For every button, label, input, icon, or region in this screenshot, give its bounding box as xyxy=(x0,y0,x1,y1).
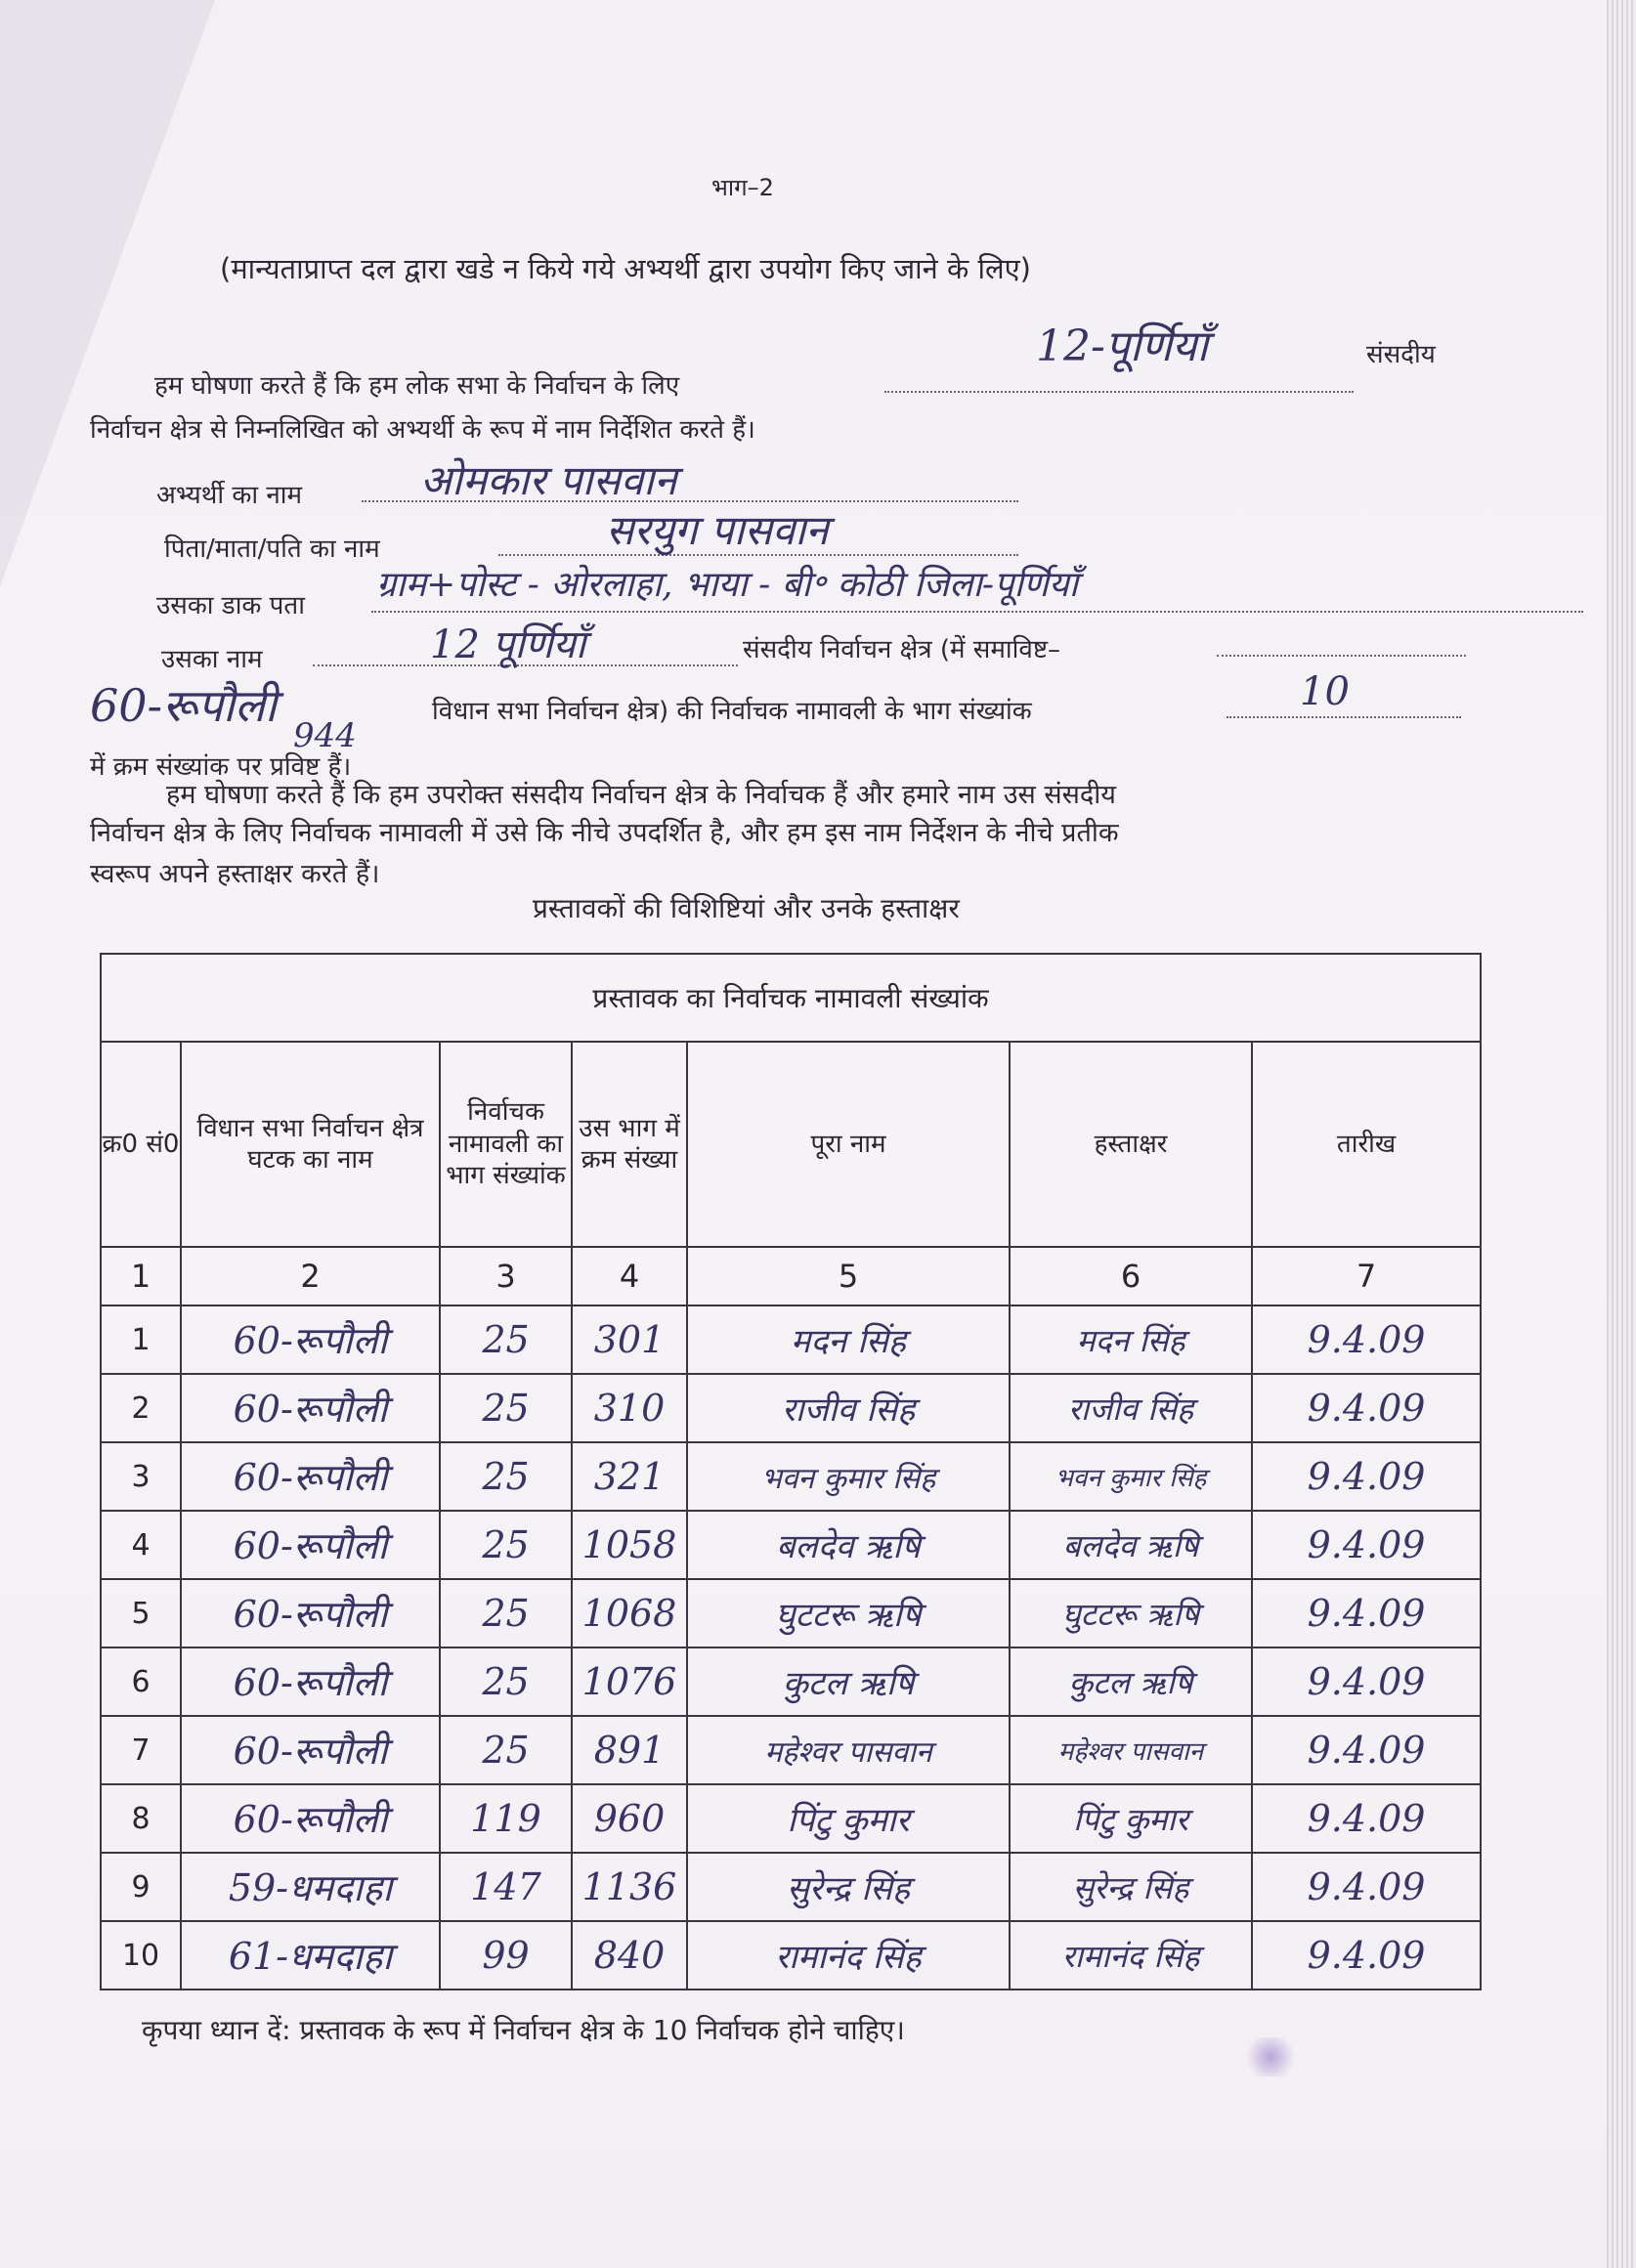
declaration-line2: निर्वाचन क्षेत्र से निम्नलिखित को अभ्यर्थी के रूप में नाम निर्देशित करते हैं। xyxy=(90,415,755,445)
table-row xyxy=(101,1784,1481,1853)
row-serial: 2 xyxy=(101,1374,181,1442)
table-row xyxy=(101,1648,1481,1716)
row-serial-in-part: 321 xyxy=(572,1442,687,1511)
dotted-line xyxy=(1227,716,1461,718)
row-assembly: 60-रूपौली xyxy=(181,1648,440,1716)
table-row xyxy=(101,1853,1481,1921)
row-part-number: 25 xyxy=(440,1374,572,1442)
row-part-number: 25 xyxy=(440,1442,572,1511)
row-date: 9.4.09 xyxy=(1252,1921,1481,1990)
serial-line: में क्रम संख्यांक पर प्रविष्ट हैं। xyxy=(90,752,352,782)
row-full-name: पिंटु कुमार xyxy=(687,1784,1010,1853)
table-title: प्रस्तावकों की विशिष्टियां और उनके हस्ताक्षर xyxy=(533,892,960,924)
row-serial-in-part: 1136 xyxy=(572,1853,687,1921)
ink-stain xyxy=(1241,2037,1300,2076)
candidate-name: ओमकार पासवान xyxy=(420,456,677,504)
table-row xyxy=(101,1374,1481,1442)
row-signature: रामानंद सिंह xyxy=(1010,1921,1252,1990)
row-serial: 7 xyxy=(101,1716,181,1784)
form-subtitle: (मान्यताप्राप्त दल द्वारा खडे न किये गये अभ्यर्थी द्वारा उपयोग किए जाने के लिए) xyxy=(220,252,1031,285)
declaration-paragraph-line2: निर्वाचन क्षेत्र के लिए निर्वाचक नामावली में उसे कि नीचे उपदर्शित है, और हम इस नाम निर्देशन के नीचे प्रतीक xyxy=(90,818,1119,848)
column-number: 5 xyxy=(687,1247,1010,1305)
column-header-date: तारीख xyxy=(1252,1042,1481,1247)
assembly-suffix: विधान सभा निर्वाचन क्षेत्र) की निर्वाचक नामावली के भाग संख्यांक xyxy=(432,697,1032,726)
electoral-roll-serial-number: 944 xyxy=(293,716,357,755)
column-header-full-name: पूरा नाम xyxy=(687,1042,1010,1247)
row-full-name: रामानंद सिंह xyxy=(687,1921,1010,1990)
row-signature: महेश्वर पासवान xyxy=(1010,1716,1252,1784)
row-full-name: घुटटरू ऋषि xyxy=(687,1579,1010,1648)
row-part-number: 147 xyxy=(440,1853,572,1921)
row-part-number: 119 xyxy=(440,1784,572,1853)
row-assembly: 60-रूपौली xyxy=(181,1374,440,1442)
row-assembly: 60-रूपौली xyxy=(181,1579,440,1648)
name-constituency: 12 पूर्णियाँ xyxy=(430,622,586,667)
row-signature: मदन सिंह xyxy=(1010,1305,1252,1374)
row-full-name: राजीव सिंह xyxy=(687,1374,1010,1442)
row-date: 9.4.09 xyxy=(1252,1442,1481,1511)
row-full-name: कुटल ऋषि xyxy=(687,1648,1010,1716)
column-header-serial: क्र0 सं0 xyxy=(101,1042,181,1247)
name-constituency-suffix: संसदीय निर्वाचन क्षेत्र (में समाविष्ट– xyxy=(743,635,1061,664)
father-name-label: पिता/माता/पति का नाम xyxy=(164,535,380,564)
row-part-number: 25 xyxy=(440,1716,572,1784)
declaration-paragraph-line1: हम घोषणा करते हैं कि हम उपरोक्त संसदीय निर्वाचन क्षेत्र के निर्वाचक हैं और हमारे नाम उस संसदीय xyxy=(166,780,1116,810)
row-serial: 6 xyxy=(101,1648,181,1716)
dotted-line xyxy=(884,391,1354,393)
row-full-name: मदन सिंह xyxy=(687,1305,1010,1374)
assembly-constituency: 60-रूपौली xyxy=(90,679,277,732)
row-part-number: 25 xyxy=(440,1648,572,1716)
row-full-name: सुरेन्द्र सिंह xyxy=(687,1853,1010,1921)
row-date: 9.4.09 xyxy=(1252,1579,1481,1648)
row-signature: बलदेव ऋषि xyxy=(1010,1511,1252,1579)
row-signature: घुटटरू ऋषि xyxy=(1010,1579,1252,1648)
row-date: 9.4.09 xyxy=(1252,1784,1481,1853)
table-row xyxy=(101,1305,1481,1374)
row-part-number: 25 xyxy=(440,1305,572,1374)
row-assembly: 60-रूपौली xyxy=(181,1784,440,1853)
table-row xyxy=(101,1442,1481,1511)
dotted-line xyxy=(371,611,1583,613)
row-serial-in-part: 960 xyxy=(572,1784,687,1853)
declaration-paragraph-line3: स्वरूप अपने हस्ताक्षर करते हैं। xyxy=(90,859,380,889)
row-part-number: 25 xyxy=(440,1579,572,1648)
table-row xyxy=(101,1579,1481,1648)
column-header-part-number: निर्वाचक नामावली का भाग संख्यांक xyxy=(440,1042,572,1247)
constituency-handwritten: 12-पूर्णियाँ xyxy=(1036,321,1208,371)
dotted-line xyxy=(1217,655,1466,657)
row-serial: 1 xyxy=(101,1305,181,1374)
row-date: 9.4.09 xyxy=(1252,1648,1481,1716)
table-row xyxy=(101,1716,1481,1784)
row-assembly: 60-रूपौली xyxy=(181,1511,440,1579)
row-assembly: 61-धमदाहा xyxy=(181,1921,440,1990)
row-signature: सुरेन्द्र सिंह xyxy=(1010,1853,1252,1921)
table-row xyxy=(101,1921,1481,1990)
candidate-name-label: अभ्यर्थी का नाम xyxy=(156,481,303,510)
row-signature: कुटल ऋषि xyxy=(1010,1648,1252,1716)
column-number: 6 xyxy=(1010,1247,1252,1305)
row-serial: 8 xyxy=(101,1784,181,1853)
row-serial-in-part: 1058 xyxy=(572,1511,687,1579)
row-date: 9.4.09 xyxy=(1252,1305,1481,1374)
column-number: 7 xyxy=(1252,1247,1481,1305)
row-signature: राजीव सिंह xyxy=(1010,1374,1252,1442)
row-serial: 10 xyxy=(101,1921,181,1990)
row-serial-in-part: 310 xyxy=(572,1374,687,1442)
row-serial: 4 xyxy=(101,1511,181,1579)
row-assembly: 60-रूपौली xyxy=(181,1305,440,1374)
row-assembly: 60-रूपौली xyxy=(181,1442,440,1511)
table-row xyxy=(101,1511,1481,1579)
column-header-assembly: विधान सभा निर्वाचन क्षेत्र घटक का नाम xyxy=(181,1042,440,1247)
row-date: 9.4.09 xyxy=(1252,1716,1481,1784)
row-part-number: 99 xyxy=(440,1921,572,1990)
row-part-number: 25 xyxy=(440,1511,572,1579)
column-number: 3 xyxy=(440,1247,572,1305)
electoral-roll-part-number: 10 xyxy=(1300,669,1350,714)
column-number: 4 xyxy=(572,1247,687,1305)
stacked-page-edges xyxy=(1607,0,1636,2268)
row-full-name: महेश्वर पासवान xyxy=(687,1716,1010,1784)
column-header-signature: हस्ताक्षर xyxy=(1010,1042,1252,1247)
column-number: 1 xyxy=(101,1247,181,1305)
row-serial-in-part: 891 xyxy=(572,1716,687,1784)
row-signature: पिंटु कुमार xyxy=(1010,1784,1252,1853)
row-serial: 5 xyxy=(101,1579,181,1648)
table-group-header: प्रस्तावक का निर्वाचक नामावली संख्यांक xyxy=(101,954,1481,1042)
name-label: उसका नाम xyxy=(161,645,263,674)
candidate-address: ग्राम+पोस्ट - ओरलाहा, भाया - बी॰ कोठी जिला-पूर्णियाँ xyxy=(376,565,1079,605)
row-serial-in-part: 840 xyxy=(572,1921,687,1990)
row-date: 9.4.09 xyxy=(1252,1374,1481,1442)
row-serial-in-part: 301 xyxy=(572,1305,687,1374)
row-assembly: 59-धमदाहा xyxy=(181,1853,440,1921)
row-serial-in-part: 1076 xyxy=(572,1648,687,1716)
row-full-name: बलदेव ऋषि xyxy=(687,1511,1010,1579)
declaration-line1-suffix: संसदीय xyxy=(1366,340,1436,369)
column-number: 2 xyxy=(181,1247,440,1305)
address-label: उसका डाक पता xyxy=(156,591,305,620)
row-full-name: भवन कुमार सिंह xyxy=(687,1442,1010,1511)
row-serial-in-part: 1068 xyxy=(572,1579,687,1648)
column-header-serial-in-part: उस भाग में क्रम संख्या xyxy=(572,1042,687,1247)
row-date: 9.4.09 xyxy=(1252,1853,1481,1921)
row-assembly: 60-रूपौली xyxy=(181,1716,440,1784)
row-serial: 9 xyxy=(101,1853,181,1921)
father-name: सरयुग पासवान xyxy=(606,506,829,554)
row-date: 9.4.09 xyxy=(1252,1511,1481,1579)
row-signature: भवन कुमार सिंह xyxy=(1010,1442,1252,1511)
declaration-line1-prefix: हम घोषणा करते हैं कि हम लोक सभा के निर्वाचन के लिए xyxy=(154,371,680,401)
footnote: कृपया ध्यान दें: प्रस्तावक के रूप में निर्वाचन क्षेत्र के 10 निर्वाचक होने चाहिए। xyxy=(142,2014,905,2046)
part-heading: भाग–2 xyxy=(711,174,774,201)
row-serial: 3 xyxy=(101,1442,181,1511)
proposers-table xyxy=(100,953,1482,1990)
